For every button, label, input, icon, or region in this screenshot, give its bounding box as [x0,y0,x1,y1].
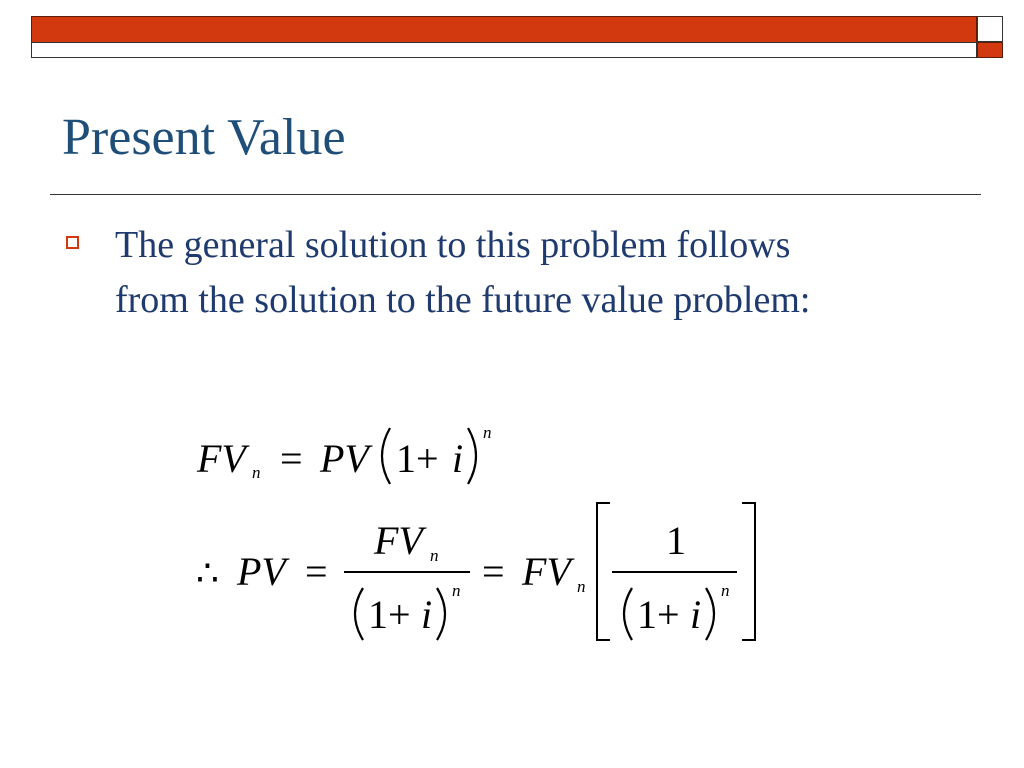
eq2-inner-i: i [690,592,702,637]
eq2-numerator-sub-n: n [430,546,439,565]
eq2-fv-sub-n: n [577,577,586,596]
eq2-inner-left-paren [624,588,632,640]
eq2-right-bracket [742,503,755,640]
eq1-sup-n: n [483,423,492,442]
eq2-inner-right-paren [706,588,714,640]
eq1-sub-n: n [252,463,261,482]
eq2-denominator-sup-n: n [452,581,461,600]
eq1-right-paren [468,428,476,484]
eq2-denominator-left-paren [355,588,363,640]
eq2-denominator-one-plus: 1+ [368,592,411,637]
eq2-inner-numerator: 1 [666,518,686,563]
eq2-denominator-i: i [421,592,433,637]
eq2-pv: PV [237,549,286,594]
eq2-fv: FV [522,549,571,594]
bullet-line-2: from the solution to the future value problem: [115,279,811,321]
slide-title: Present Value [62,109,346,166]
eq1-fv: FV [197,436,246,481]
eq1-i: i [452,436,464,481]
eq1-left-paren [382,428,390,484]
eq2-left-bracket [597,503,610,640]
equation-future-value [196,423,492,484]
eq1-one-plus: 1+ [396,436,439,481]
eq2-denominator-right-paren [437,588,445,640]
bullet-line-1: The general solution to this problem follows [115,224,791,266]
eq2-numerator-fv: FV [374,518,423,563]
eq2-equals-2: = [482,549,505,594]
eq1-pv: PV [320,436,369,481]
eq2-inner-sup-n: n [721,581,730,600]
eq1-equals: = [280,436,303,481]
eq2-inner-one-plus: 1+ [637,592,680,637]
eq2-therefore-symbol: ∴ [196,553,219,593]
equation-present-value [196,503,755,640]
eq2-equals: = [305,549,328,594]
